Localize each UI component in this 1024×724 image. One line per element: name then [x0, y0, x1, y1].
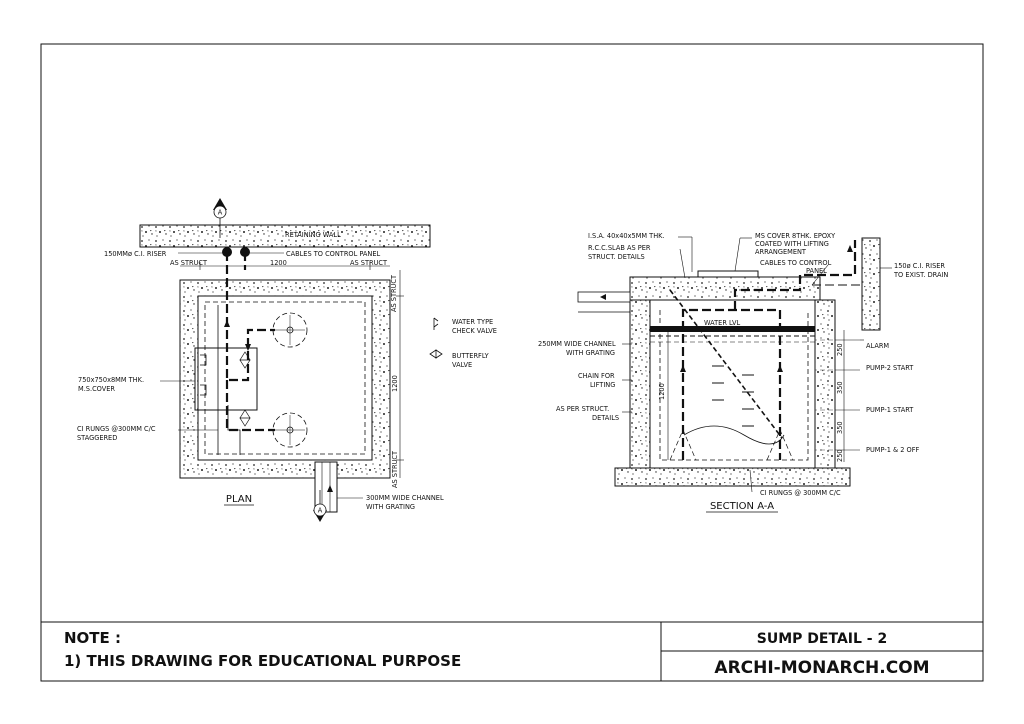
label-pump-2-start: PUMP-2 START	[866, 364, 914, 372]
check-valve-icon	[434, 318, 438, 330]
pump-delivery-pipes	[683, 310, 780, 460]
label-cover-line-2: M.S.COVER	[78, 385, 116, 393]
note-heading: NOTE :	[64, 629, 122, 647]
label-riser-line-2: TO EXIST. DRAIN	[894, 271, 949, 279]
label-rungs-line-1: CI RUNGS @300MM C/C	[77, 425, 156, 433]
section-marker-letter: A	[217, 208, 223, 217]
label-ms-cover-line-1: MS COVER 8THK. EPOXY	[755, 232, 836, 240]
label-as-struct-right: AS STRUCT	[390, 274, 398, 312]
delivery-pipe-2	[227, 380, 275, 430]
note-line: 1) THIS DRAWING FOR EDUCATIONAL PURPOSE	[64, 652, 462, 670]
sheet-title: SUMP DETAIL - 2	[756, 631, 888, 647]
label-rungs-section: CI RUNGS @ 300MM C/C	[760, 489, 841, 497]
section-title: SECTION A-A	[709, 501, 775, 512]
website-label: ARCHI-MONARCH.COM	[714, 658, 930, 678]
label-channel-line-2: WITH GRATING	[566, 349, 615, 357]
legend-check-valve-1: WATER TYPE	[452, 318, 494, 326]
delivery-pipe-1	[227, 252, 275, 380]
plan-title: PLAN	[225, 494, 253, 505]
legend-check-valve-2: CHECK VALVE	[452, 327, 497, 335]
label-channel-line-1: 250MM WIDE CHANNEL	[538, 340, 616, 348]
legend-butterfly-1: BUTTERFLY	[452, 352, 489, 360]
label-cables: CABLES TO CONTROL PANEL	[286, 250, 381, 258]
label-as-struct: AS STRUCT	[350, 259, 388, 267]
right-wall	[815, 300, 835, 468]
retaining-wall-section	[862, 238, 880, 330]
label-cables-line-1: CABLES TO CONTROL	[760, 259, 832, 267]
ms-cover-section	[698, 271, 758, 277]
label-cover-line-1: 750x750x8MM THK.	[78, 376, 145, 384]
lifting-chain	[670, 290, 782, 438]
dim-1200-right: 1200	[391, 375, 399, 392]
label-pump-1-start: PUMP-1 START	[866, 406, 914, 414]
base-slab	[615, 468, 850, 486]
rcc-slab	[630, 277, 820, 300]
label-cables-line-2: PANEL	[806, 267, 827, 275]
label-as-struct-right: AS STRUCT	[391, 450, 399, 488]
left-wall	[630, 300, 650, 468]
label-pumps-off: PUMP-1 & 2 OFF	[866, 446, 920, 454]
label-struct-line-2: DETAILS	[592, 414, 620, 422]
sump-wall-plan	[180, 280, 390, 478]
label-ms-cover-line-3: ARRANGEMENT	[755, 248, 806, 256]
label-chain-line-2: LIFTING	[590, 381, 616, 389]
dim-250-bottom: 250	[836, 449, 844, 462]
label-water-level: WATER LVL	[704, 319, 741, 327]
dim-350-b: 350	[836, 421, 844, 434]
legend-butterfly-2: VALVE	[452, 361, 473, 369]
label-retaining-wall: RETAINING WALL	[285, 231, 341, 239]
title-block	[41, 622, 983, 681]
label-riser-line-1: 150ø C.I. RISER	[894, 262, 946, 270]
label-chain-line-1: CHAIN FOR	[578, 372, 615, 380]
label-channel-line-2: WITH GRATING	[366, 503, 415, 511]
dim-1200-section: 1200	[658, 383, 666, 400]
dim-250-top: 250	[836, 343, 844, 356]
valve-legend	[430, 318, 497, 369]
label-alarm: ALARM	[866, 342, 890, 350]
label-riser: 150MMø C.I. RISER	[104, 250, 167, 258]
section-marker-letter: A	[317, 506, 323, 515]
dim-1200-top: 1200	[270, 259, 287, 267]
dim-350-a: 350	[836, 381, 844, 394]
label-ms-cover-line-2: COATED WITH LIFTING	[755, 240, 829, 248]
label-struct-line-1: AS PER STRUCT.	[556, 405, 610, 413]
sump-inner-section	[660, 310, 808, 460]
butterfly-valve-icon	[430, 350, 442, 358]
valve-icon	[240, 410, 250, 426]
label-rungs-line-2: STAGGERED	[77, 434, 118, 442]
section-view	[538, 232, 948, 512]
label-as-struct: AS STRUCT	[170, 259, 208, 267]
label-isa: I.S.A. 40x40x5MM THK.	[588, 232, 665, 240]
label-rcc-line-1: R.C.C.SLAB AS PER	[588, 244, 651, 252]
label-rcc-line-2: STRUCT. DETAILS	[588, 253, 645, 261]
plan-view	[77, 198, 444, 522]
label-channel-line-1: 300MM WIDE CHANNEL	[366, 494, 444, 502]
